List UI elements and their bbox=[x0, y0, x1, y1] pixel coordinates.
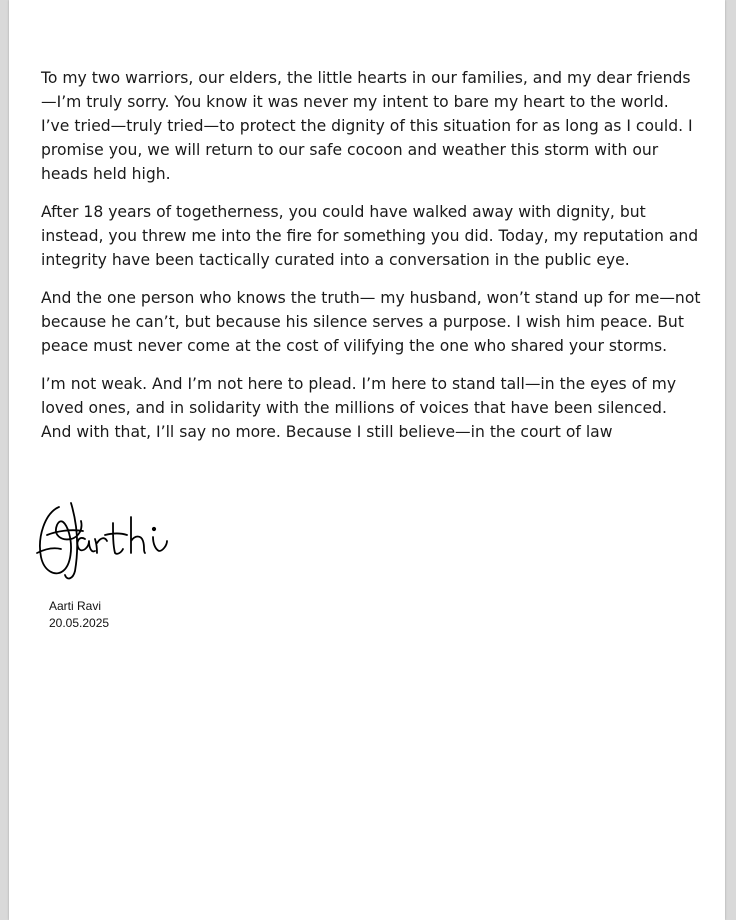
signer-name: Aarti Ravi bbox=[49, 599, 102, 613]
signature-block bbox=[49, 598, 109, 632]
letter-body bbox=[41, 66, 701, 458]
letter-page bbox=[9, 0, 725, 920]
paragraph-3: And the one person who knows the truth— my husband, won’t stand up for me—not because he can’t, but because his silence serves a purpose. I wish him peace. But peace must never come at the cost of vilifying the one who shared your storms. bbox=[41, 289, 701, 355]
letter-date: 20.05.2025 bbox=[49, 616, 110, 630]
paragraph-1: To my two warriors, our elders, the little hearts in our families, and my dear friends—I’m truly sorry. You know it was never my intent to bare my heart to the world. I’ve tried—truly tried—to protect the dignity of this situation for as long as I could. I promise you, we will return to our safe cocoon and weather this storm with our heads held high. bbox=[41, 69, 693, 183]
paragraph-4: I’m not weak. And I’m not here to plead. I’m here to stand tall—in the eyes of my loved ones, and in solidarity with the millions of voices that have been silenced. And with that, I’ll say no more. Because I still believe—in the court of law bbox=[41, 375, 677, 441]
handwritten-signature bbox=[31, 495, 171, 583]
paragraph-2: After 18 years of togetherness, you could have walked away with dignity, but instead, you threw me into the fire for something you did. Today, my reputation and integrity have been tactically curated into a conversation in the public eye. bbox=[41, 203, 699, 269]
